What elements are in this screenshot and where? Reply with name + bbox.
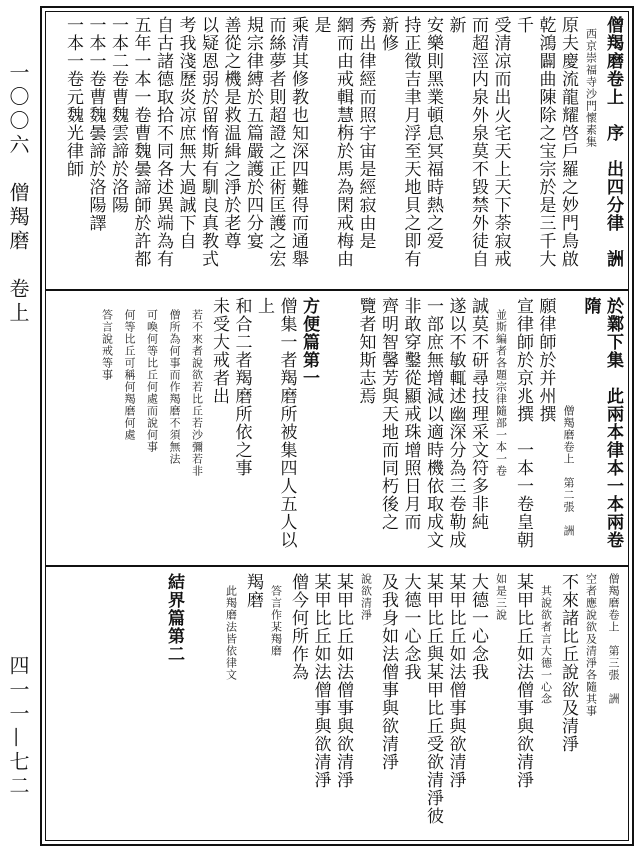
text-column: 某甲比丘如法僧事與欲清淨 <box>513 573 533 789</box>
text-column: 僧羯磨卷上 第三張 詶 <box>607 573 620 705</box>
text-column: 考我淺歷炎凉庶無大過誠下自 <box>175 16 196 250</box>
text-column: 而超涇内泉外泉莫不毀禁外徒自新 <box>445 16 488 268</box>
text-column: 某甲比丘如法僧事與欲清淨 <box>445 573 466 789</box>
text-column: 一部庶無增減以適時機依取成文 <box>423 297 443 549</box>
text-column: 並斯編者各題宗律隨部一本一卷 <box>494 297 508 477</box>
text-column: 和合二者羯磨所依之事 <box>231 297 252 477</box>
margin-label-bottom: 四一一—七二 <box>6 655 30 799</box>
text-column: 秀出律經而照宇宙是經寂由是 <box>355 16 376 250</box>
text-column: 受清凉而出火宅天上天下荼寂戒 <box>490 16 511 268</box>
panel-middle-text <box>50 297 624 559</box>
text-column: 非敢穿鑿從顯戒珠增照日月而 <box>400 297 421 531</box>
text-column: 覽者知斯志焉 <box>355 297 376 405</box>
text-column: 齊明智馨芳與天地而同朽後之 <box>378 297 398 531</box>
text-column: 可喚何等比丘何處而說何事 <box>145 297 159 453</box>
text-column: 一本一卷曹魏曇諦於洛陽譯 <box>85 16 106 232</box>
text-column: 某甲比丘與某甲比丘受欲清淨彼 <box>423 573 443 825</box>
text-column: 空者應說欲及清淨各隨其事 <box>584 573 598 717</box>
text-column: 五年一本一卷曹魏曇諦師於許都 <box>130 16 151 268</box>
text-column: 持正徵吉聿月浮至天地貝之即有新修 <box>378 16 421 268</box>
text-column: 不來諸比丘說欲及清淨 <box>558 573 578 753</box>
text-column: 答言作某羯磨 <box>269 573 283 657</box>
text-column: 大德一心念我 <box>468 573 488 681</box>
text-column: 某甲比丘如法僧事與欲清淨 <box>333 573 353 789</box>
panel-divider <box>46 289 628 291</box>
text-column: 遂以不敏輒述幽深分為三卷勒成 <box>445 297 466 549</box>
text-column: 原夫慶流龍耀啓戶羅之妙門鳥啟 <box>558 16 578 268</box>
text-column: 大德一心念我 <box>400 573 421 681</box>
text-column: 僧所為何事而作羯磨不須無法 <box>168 297 181 465</box>
text-column: 及我身如法僧事與欲清淨 <box>378 573 398 771</box>
text-column: 誠莫不研尋技理采文符多非純 <box>468 297 488 531</box>
page-frame <box>40 6 634 846</box>
text-column: 僧羯磨卷上 序 出四分律 詶 <box>603 16 623 268</box>
text-column: 答言說戒等事 <box>100 297 114 381</box>
panel-top <box>46 12 628 287</box>
text-column: 羯磨 <box>243 573 263 609</box>
panel-bottom <box>46 569 628 840</box>
text-column: 僧集一者羯磨所被集四人五人以上 <box>254 297 297 549</box>
panel-bottom-text <box>50 573 624 836</box>
text-column: 宣律師於京兆撰 一本一卷皇朝 <box>513 297 533 549</box>
section-title: 方便篇第一 <box>299 297 319 387</box>
text-column: 僧羯磨卷上 第二張 詶 <box>562 297 575 537</box>
text-column: 某甲比丘如法僧事與欲清淨 <box>310 573 331 789</box>
text-column: 乘清其修教也知深四難得而通舉 <box>288 16 308 268</box>
text-column: 規宗律縛於五篇嚴護於四分宴 <box>243 16 263 250</box>
text-column: 一本一卷元魏光律師 <box>63 16 83 178</box>
text-column: 願律師於并州撰 <box>535 297 556 423</box>
text-column: 何等比丘可稱何羯磨何處 <box>123 297 136 441</box>
text-column: 一本二卷曹魏雲諦於洛陽 <box>108 16 128 214</box>
text-column: 未受大戒者出 <box>209 297 229 405</box>
text-column: 說欲清淨 <box>359 573 373 621</box>
text-column: 如是三說 <box>494 573 508 621</box>
text-column: 自古諸德取拾不同各述異端為有 <box>153 16 173 268</box>
panel-divider <box>46 565 628 567</box>
text-column: 西京崇福寺沙門懷素集 <box>584 16 598 148</box>
margin-label-top: 一〇〇六 僧羯磨 卷上 <box>6 62 30 326</box>
panel-middle <box>46 293 628 563</box>
text-column: 善從之機是救温緝之淨於老尊 <box>220 16 241 250</box>
text-column: 於鄴下集 此兩本律本一本兩卷隋 <box>580 297 623 549</box>
text-column: 網而由戒輯慧栴於馬為閑戒梅由是 <box>310 16 353 268</box>
text-column: 安樂則黑業頓息冥福時熱之爱 <box>423 16 443 250</box>
text-column: 而絲夢者則超證之正術匡護之宏 <box>265 16 286 268</box>
text-column: 以疑恩弱於留惰斯有馴良真教式 <box>198 16 218 268</box>
text-column: 其說欲者言大德一心念 <box>539 573 553 705</box>
panel-top-text <box>50 16 624 283</box>
section-title: 結界篇第二 <box>164 573 184 663</box>
text-column: 若不來者說欲若比丘若沙彌若非 <box>190 297 204 477</box>
text-column: 乾鴻闢曲陳除之宝宗於是三千大千 <box>513 16 556 268</box>
text-column: 僧今何所作為 <box>288 573 308 681</box>
text-column: 此羯磨法皆依律文 <box>224 573 238 681</box>
